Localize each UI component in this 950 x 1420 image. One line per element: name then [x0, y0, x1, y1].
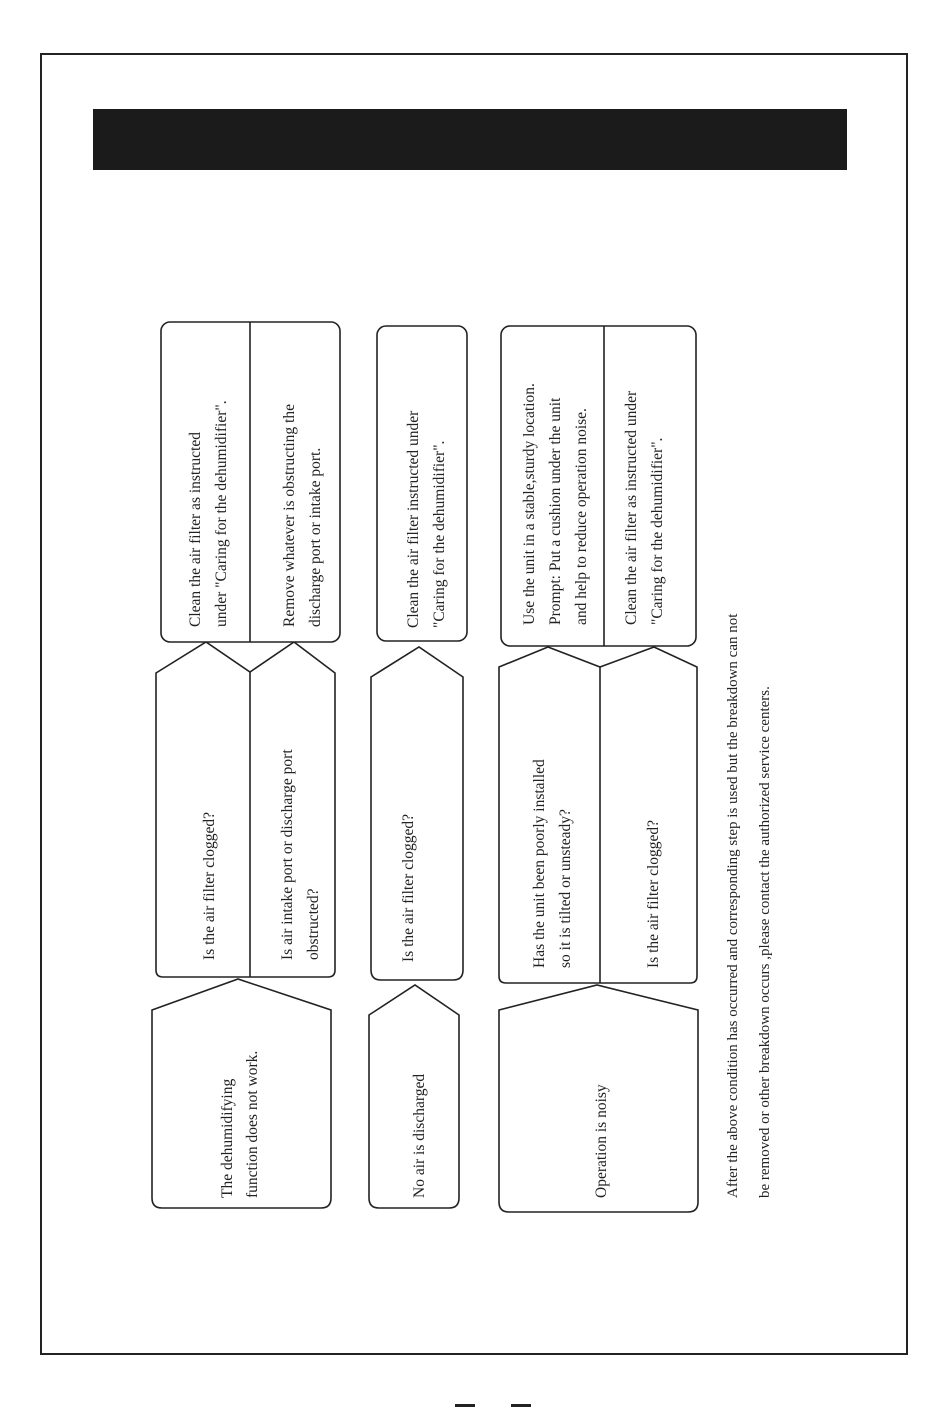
solution-text: Clean the air filter instructed under "Caring for the dehumidifier".: [405, 410, 448, 628]
symptom-box: [152, 979, 331, 1208]
solution-text: Remove whatever is obstructing the discharge port or intake port.: [281, 404, 324, 627]
solution-text: Clean the air filter as instructed under "Caring for the dehumidifier".: [623, 390, 666, 625]
check-box: [371, 647, 463, 980]
symptom-text: Operation is noisy: [593, 1084, 610, 1198]
solution-box: [377, 326, 467, 641]
solution-text: Clean the air filter as instructed under "Caring for the dehumidifier".: [187, 400, 230, 627]
check-text: Is air intake port or discharge port obstructed?: [279, 749, 322, 960]
check-text: Is the air filter clogged?: [201, 811, 218, 960]
check-box: [499, 647, 697, 983]
footer-note: After the above condition has occurred and corresponding step is used but the breakdown can not be removed or other breakdown occurs ,please contact the authorized service centers.: [725, 613, 773, 1198]
page-number-mark: [455, 1404, 531, 1420]
check-text: Is the air filter clogged?: [645, 819, 662, 968]
check-text: Has the unit been poorly installed so it is tilted or unsteady?: [531, 759, 574, 968]
symptom-text: No air is discharged: [411, 1073, 428, 1198]
check-text: Is the air filter clogged?: [400, 813, 417, 962]
solution-text: Use the unit in a stable,sturdy location. Prompt: Put a cushion under the unit and help to reduce operation noise.: [521, 383, 590, 625]
symptom-text: The dehumidifying function does not work.: [219, 1050, 261, 1198]
